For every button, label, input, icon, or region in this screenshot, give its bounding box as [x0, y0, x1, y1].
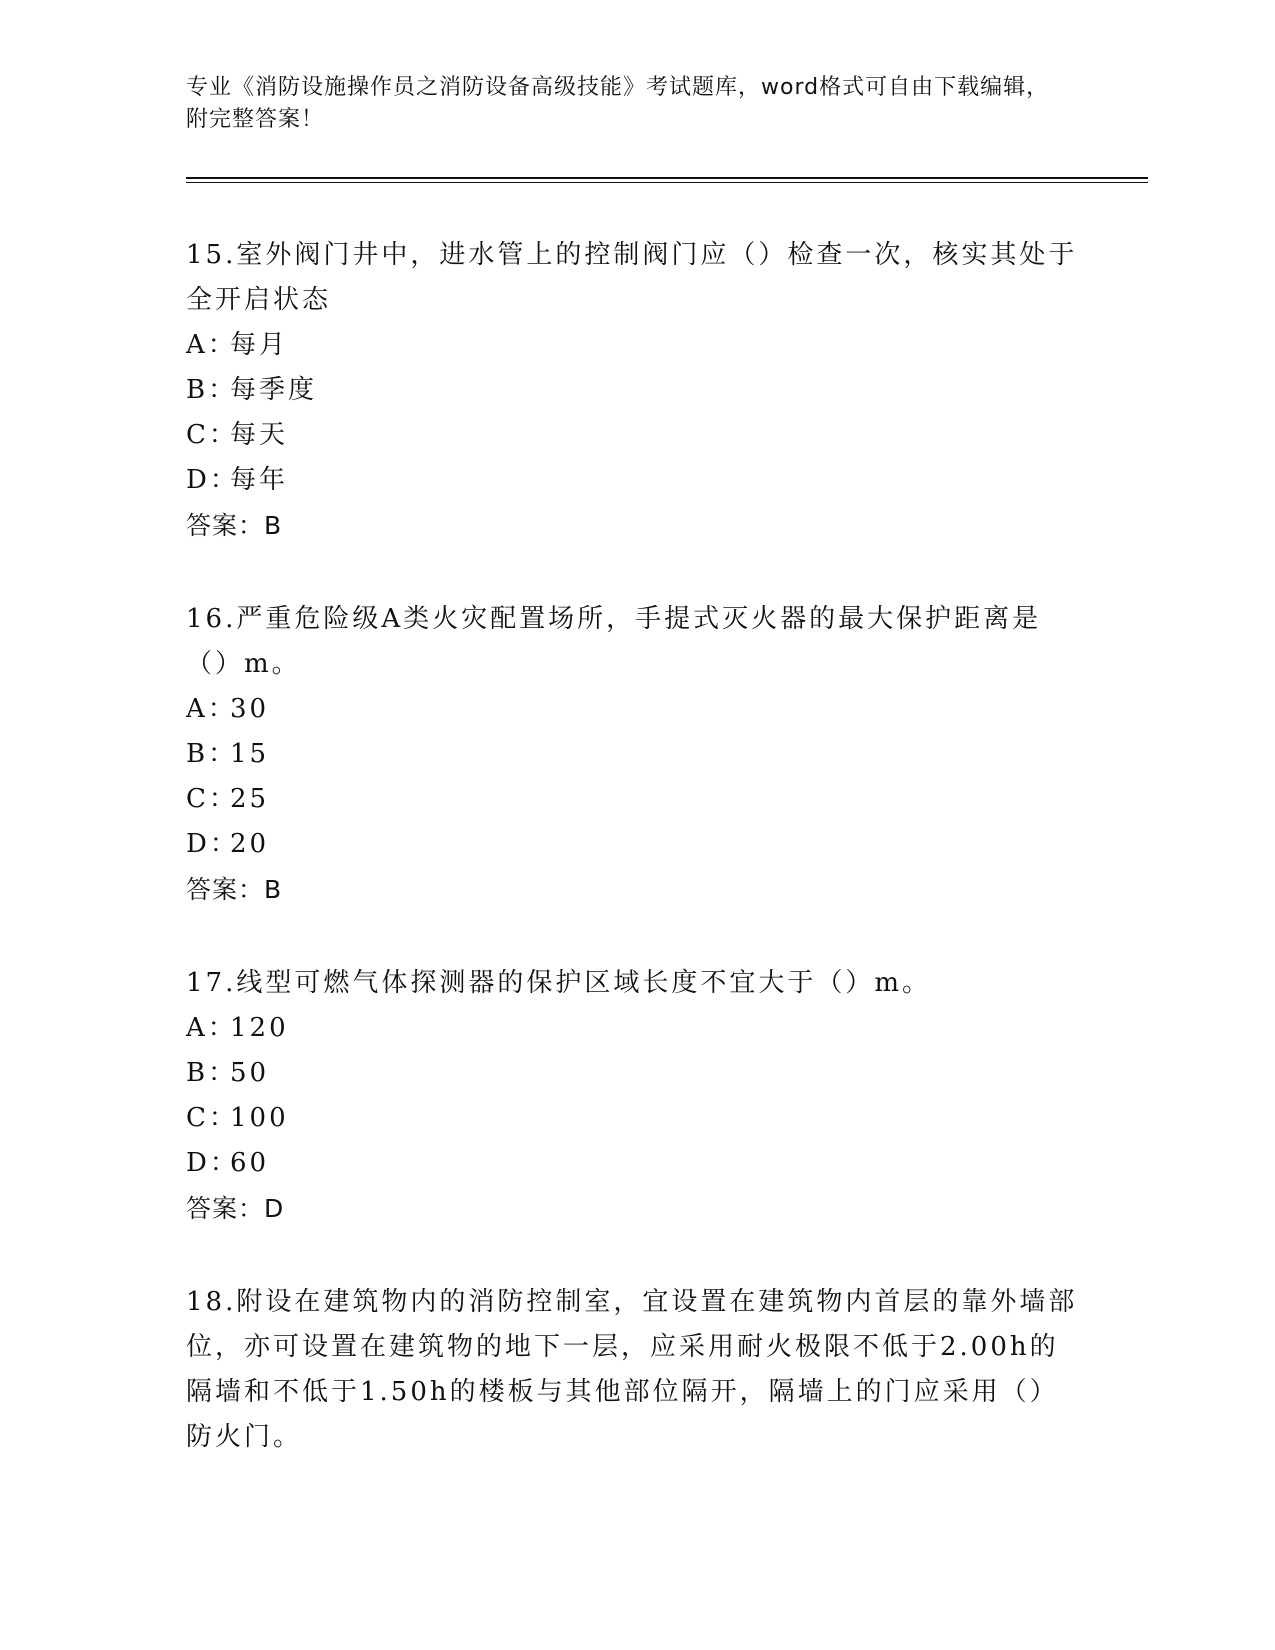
option-text: 每季度 — [230, 375, 318, 405]
option-text: 25 — [230, 784, 270, 814]
option-key: C： — [186, 420, 238, 450]
question-stem: 15.室外阀门井中，进水管上的控制阀门应（）检查一次，核实其处于全开启状态 — [186, 240, 1078, 315]
option-a — [186, 1006, 1086, 1051]
option-d — [186, 1141, 1086, 1186]
option-c — [186, 1096, 1086, 1141]
option-b — [186, 1051, 1086, 1096]
answer-line: 答案：B — [186, 511, 283, 540]
option-d — [186, 822, 1086, 867]
option-key: A： — [186, 1013, 237, 1043]
option-key: C： — [186, 1103, 238, 1133]
option-a — [186, 323, 1086, 368]
option-b — [186, 368, 1086, 413]
option-key: A： — [186, 330, 237, 360]
answer-line: 答案：D — [186, 1194, 285, 1223]
option-key: A： — [186, 694, 237, 724]
option-d — [186, 458, 1086, 503]
option-key: B： — [186, 375, 238, 405]
question-stem: 16.严重危险级A类火灾配置场所，手提式灭火器的最大保护距离是（）m。 — [186, 604, 1042, 679]
option-text: 每天 — [230, 420, 289, 450]
option-key: D： — [186, 829, 239, 859]
question-15 — [186, 233, 1086, 548]
option-text: 30 — [230, 694, 270, 724]
option-text: 每月 — [230, 330, 289, 360]
option-key: D： — [186, 465, 239, 495]
answer-line: 答案：B — [186, 875, 283, 904]
question-16 — [186, 597, 1086, 912]
option-text: 50 — [230, 1058, 270, 1088]
document-header: 专业《消防设施操作员之消防设备高级技能》考试题库，word格式可自由下载编辑，附完整答案！ — [186, 75, 1050, 132]
header-divider-thick — [186, 177, 1148, 179]
question-stem: 18.附设在建筑物内的消防控制室，宜设置在建筑物内首层的靠外墙部位，亦可设置在建筑物的地下一层，应采用耐火极限不低于2.00h的隔墙和不低于1.50h的楼板与其他部位隔开，隔墙上的门应采用（）防火门。 — [186, 1287, 1078, 1452]
option-c — [186, 777, 1086, 822]
option-a — [186, 687, 1086, 732]
option-key: B： — [186, 1058, 238, 1088]
option-key: C： — [186, 784, 238, 814]
option-c — [186, 413, 1086, 458]
header-divider-thin — [186, 182, 1148, 183]
option-text: 100 — [230, 1103, 289, 1133]
question-stem: 17.线型可燃气体探测器的保护区域长度不宜大于（）m。 — [186, 968, 932, 998]
option-text: 20 — [230, 829, 270, 859]
option-text: 120 — [230, 1013, 289, 1043]
option-key: B： — [186, 739, 238, 769]
question-18 — [186, 1280, 1086, 1460]
option-b — [186, 732, 1086, 777]
question-17 — [186, 961, 1086, 1231]
option-text: 60 — [230, 1148, 270, 1178]
option-text: 15 — [230, 739, 270, 769]
option-key: D： — [186, 1148, 239, 1178]
option-text: 每年 — [230, 465, 289, 495]
